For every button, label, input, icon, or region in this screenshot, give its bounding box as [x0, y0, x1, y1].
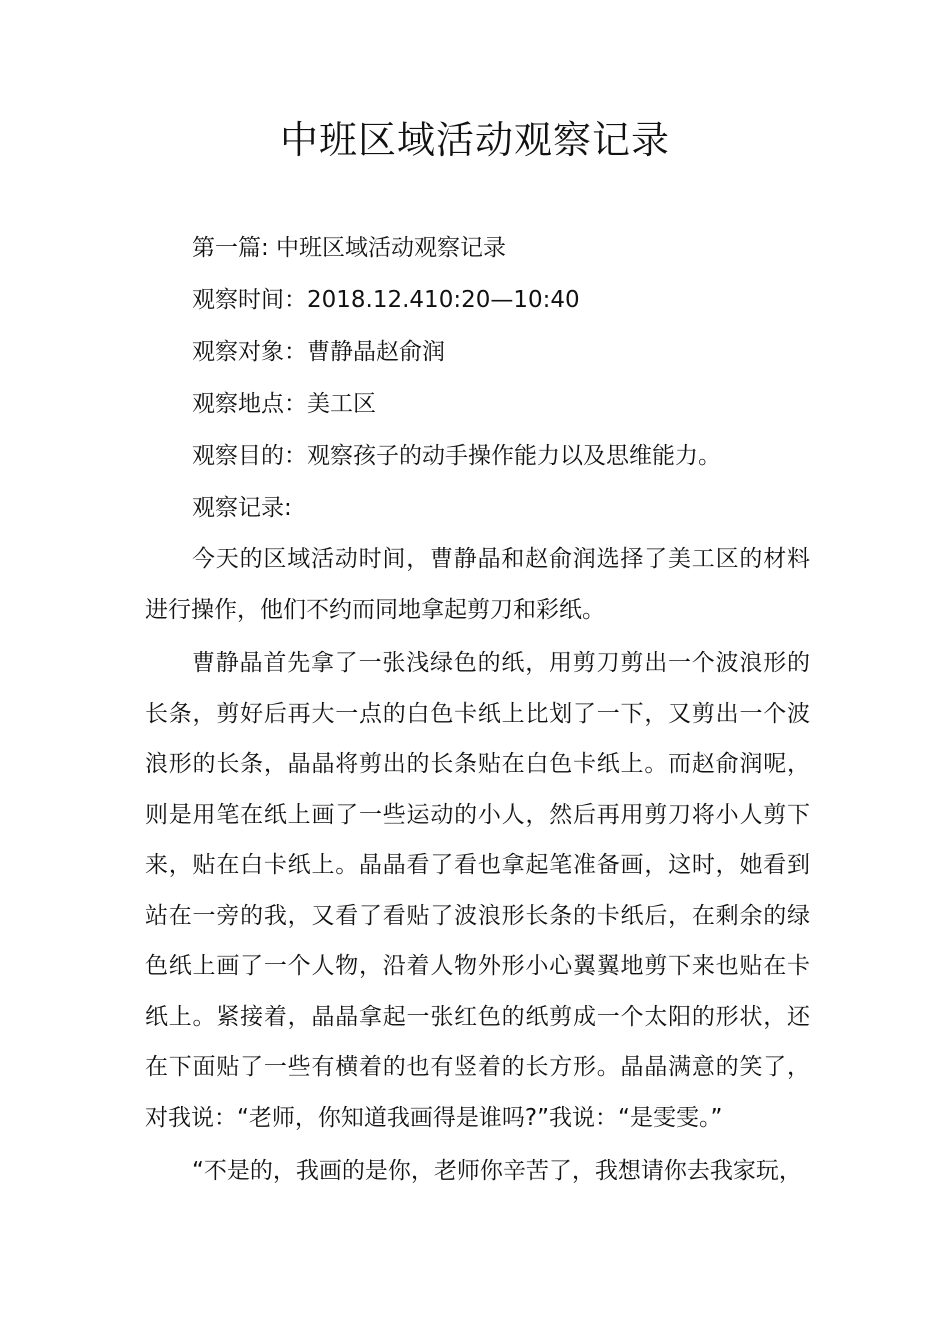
chapter-heading: 第一篇: 中班区域活动观察记录 [192, 235, 507, 261]
observation-time: 观察时间：2018.12.410:20—10:40 [192, 287, 580, 313]
document-title: 中班区域活动观察记录 [279, 118, 670, 162]
observation-subjects: 观察对象：曹静晶赵俞润 [192, 339, 445, 365]
observation-body [145, 534, 810, 1200]
observation-record-label: 观察记录: [192, 495, 292, 521]
body-paragraph: “不是的，我画的是你，老师你辛苦了，我想请你去我家玩， [192, 1158, 802, 1184]
body-paragraph: 曹静晶首先拿了一张浅绿色的纸，用剪刀剪出一个波浪形的长条，剪好后再大一点的白色卡纸上比划了一下，又剪出一个波浪形的长条，晶晶将剪出的长条贴在白色卡纸上。而赵俞润呢，则是用笔在纸上画了一些运动的小人，然后再用剪刀将小人剪下来，贴在白卡纸上。晶晶看了看也拿起笔准备画，这时，她看到站在一旁的我，又看了看贴了波浪形长条的卡纸后，在剩余的绿色纸上画了一个人物，沿着人物外形小心翼翼地剪下来也贴在卡纸上。紧接着，晶晶拿起一张红色的纸剪成一个太阳的形状，还在下面贴了一些有横着的也有竖着的长方形。晶晶满意的笑了，对我说：“老师，你知道我画得是谁吗?”我说：“是雯雯。” [145, 650, 810, 1131]
observation-purpose: 观察目的：观察孩子的动手操作能力以及思维能力。 [192, 443, 721, 469]
observation-location: 观察地点：美工区 [192, 391, 376, 417]
observation-meta [192, 222, 812, 534]
body-paragraph: 今天的区域活动时间，曹静晶和赵俞润选择了美工区的材料进行操作，他们不约而同地拿起剪刀和彩纸。 [145, 546, 810, 623]
